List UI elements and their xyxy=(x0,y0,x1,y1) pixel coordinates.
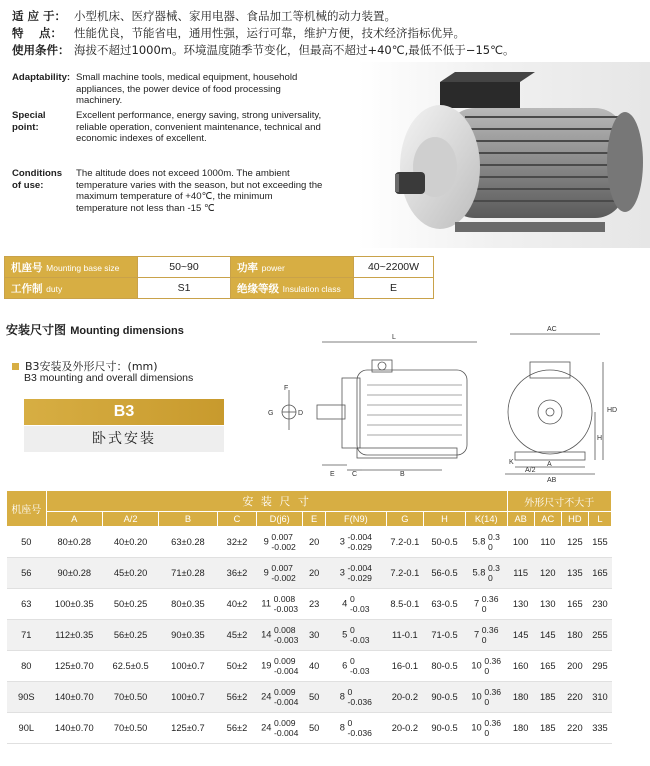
header-frame: 机座号 xyxy=(7,491,47,527)
header-col-11: AC xyxy=(534,512,561,527)
tolerance-upper: 0.008 xyxy=(273,594,296,604)
cell-b: 90±0.35 xyxy=(159,620,217,651)
cell-d-tolerance xyxy=(274,687,298,707)
mounting-title: 安装尺寸图 Mounting dimensions xyxy=(6,323,184,337)
cell-f-tolerance xyxy=(348,718,372,738)
header-col-2: B xyxy=(159,512,217,527)
cell-d-value: 9 xyxy=(263,536,269,547)
tolerance-lower: 0 xyxy=(481,635,487,645)
tolerance-lower: -0.004 xyxy=(274,666,299,676)
intro-en-special-point: Special point: Excellent performance, energy saving, strong universality, reliable operation, convenient maintenance, technical and economic indexes of excellent. xyxy=(12,110,322,144)
cell-d-tolerance xyxy=(274,625,298,645)
cell-d xyxy=(257,558,303,589)
cell-d-tolerance xyxy=(271,563,295,583)
header-col-13: L xyxy=(588,512,611,527)
dim-label-ac: AC xyxy=(547,326,557,333)
cell-f-value: 6 xyxy=(342,660,348,671)
cell-g: 7.2-0.1 xyxy=(386,527,424,558)
cell-f xyxy=(326,651,387,682)
dim-label-a2: A/2 xyxy=(525,467,536,474)
intro-cn-conditions: 使用条件： 海拔不超过1000m。环境温度随季节变化，但最高不超过+40℃,最低不低于−15℃。 xyxy=(12,43,515,57)
cell-f-tolerance xyxy=(348,563,372,583)
tolerance-upper: 0 xyxy=(349,656,355,666)
tolerance-upper: 0.007 xyxy=(271,532,293,542)
spec-table xyxy=(4,256,434,299)
cell-ab: 115 xyxy=(507,558,534,589)
cell-l: 155 xyxy=(588,527,611,558)
cell-hd: 220 xyxy=(561,682,588,713)
dim-label-e: E xyxy=(330,471,335,478)
cell-c: 56±2 xyxy=(217,682,257,713)
cell-hd: 180 xyxy=(561,620,588,651)
cell-ac: 130 xyxy=(534,589,561,620)
cell-frame: 90L xyxy=(7,713,47,744)
front-view-diagram xyxy=(495,322,625,488)
cell-e: 20 xyxy=(303,558,326,589)
cell-a: 100±0.35 xyxy=(46,589,102,620)
cell-k xyxy=(465,589,507,620)
cell-l: 310 xyxy=(588,682,611,713)
cell-l: 335 xyxy=(588,713,611,744)
tolerance-upper: 0.36 xyxy=(484,687,502,697)
tolerance-upper: 0.3 xyxy=(488,532,500,542)
cell-e: 20 xyxy=(303,527,326,558)
intro-en-conditions: Conditions of use: The altitude does not exceed 1000m. The ambient temperature varies with the season, but not exceeding the maximum temperature of +40℃, the minimum temperature not less than -15 ℃ xyxy=(12,168,323,214)
cell-k-value: 5.8 xyxy=(472,536,486,547)
cell-f-value: 8 xyxy=(339,691,345,702)
cell-d-value: 24 xyxy=(261,722,272,733)
dim-label-g: G xyxy=(268,410,274,417)
b3-code-banner: B3 xyxy=(24,399,224,425)
table-row xyxy=(7,558,612,589)
dim-label-d: D xyxy=(298,410,304,417)
cell-d-value: 24 xyxy=(261,691,272,702)
dimensions-table xyxy=(6,490,612,744)
tolerance-upper: 0.36 xyxy=(481,625,499,635)
bullet-square-icon xyxy=(12,363,19,370)
intro-en-adaptability: Adaptability: Small machine tools, medical equipment, household appliances, the power device of food processing machinery. xyxy=(12,72,298,106)
tolerance-upper: -0.004 xyxy=(347,532,372,542)
cell-a2: 50±0.25 xyxy=(102,589,158,620)
cell-l: 230 xyxy=(588,589,611,620)
dim-label-l: L xyxy=(392,334,396,341)
tolerance-lower: -0.002 xyxy=(271,542,296,552)
cell-k-value: 10 xyxy=(471,722,482,733)
tolerance-lower: -0.03 xyxy=(349,635,370,645)
cell-d-tolerance xyxy=(271,532,295,552)
cell-f-value: 5 xyxy=(342,629,348,640)
table-row xyxy=(7,589,612,620)
header-col-1: A/2 xyxy=(102,512,158,527)
cell-k xyxy=(465,527,507,558)
cell-h: 56-0.5 xyxy=(424,558,466,589)
spec-insulation-label: 绝缘等级 Insulation class xyxy=(231,278,354,299)
cell-d xyxy=(257,713,303,744)
cell-k-value: 7 xyxy=(473,598,480,609)
cell-k-value: 10 xyxy=(471,660,482,671)
cell-a2: 56±0.25 xyxy=(102,620,158,651)
cell-ab: 180 xyxy=(507,682,534,713)
cell-ab: 130 xyxy=(507,589,534,620)
cell-g: 20-0.2 xyxy=(386,713,424,744)
cell-f-tolerance xyxy=(348,687,372,707)
cell-frame: 90S xyxy=(7,682,47,713)
tolerance-lower: -0.003 xyxy=(273,604,299,614)
table-row xyxy=(7,651,612,682)
cell-f-value: 3 xyxy=(339,536,345,547)
header-col-12: HD xyxy=(561,512,588,527)
header-col-3: C xyxy=(217,512,257,527)
table-row xyxy=(7,713,612,744)
cell-f xyxy=(326,527,387,558)
cell-b: 100±0.7 xyxy=(159,651,217,682)
cell-h: 90-0.5 xyxy=(424,682,466,713)
cell-d xyxy=(257,589,303,620)
tolerance-upper: 0.009 xyxy=(274,656,296,666)
cell-hd: 135 xyxy=(561,558,588,589)
cell-a2: 45±0.20 xyxy=(102,558,158,589)
tolerance-upper: 0.007 xyxy=(271,563,293,573)
header-col-0: A xyxy=(46,512,102,527)
cell-ac: 165 xyxy=(534,651,561,682)
tolerance-upper: 0.009 xyxy=(274,718,296,728)
cell-c: 40±2 xyxy=(217,589,257,620)
b3-title-cn: B3安装及外形尺寸：(mm) xyxy=(12,358,158,374)
dim-label-c: C xyxy=(352,471,358,478)
cell-k xyxy=(465,620,507,651)
cell-h: 63-0.5 xyxy=(424,589,466,620)
cell-k-tolerance xyxy=(482,594,499,614)
spec-power-label: 功率 power xyxy=(231,257,354,278)
cell-frame: 71 xyxy=(7,620,47,651)
table-row xyxy=(7,527,612,558)
cell-k-value: 7 xyxy=(473,629,480,640)
cell-a: 80±0.28 xyxy=(46,527,102,558)
cell-ac: 145 xyxy=(534,620,561,651)
cell-d-tolerance xyxy=(274,594,298,614)
cell-hd: 165 xyxy=(561,589,588,620)
header-install-dimensions: 安 装 尺 寸 xyxy=(46,491,507,512)
tolerance-upper: 0 xyxy=(349,594,355,604)
tolerance-lower: -0.03 xyxy=(349,666,370,676)
b3-subtitle: 卧式安装 xyxy=(24,426,224,452)
spec-insulation-value: E xyxy=(354,278,434,299)
cell-d-tolerance xyxy=(274,656,298,676)
cell-l: 295 xyxy=(588,651,611,682)
tolerance-lower: -0.029 xyxy=(347,573,372,583)
cell-g: 11-0.1 xyxy=(386,620,424,651)
cell-g: 8.5-0.1 xyxy=(386,589,424,620)
cell-k-value: 5.8 xyxy=(472,567,486,578)
tolerance-lower: -0.029 xyxy=(347,542,372,552)
cell-ac: 185 xyxy=(534,682,561,713)
cell-c: 56±2 xyxy=(217,713,257,744)
tolerance-upper: -0.004 xyxy=(347,563,372,573)
cell-frame: 63 xyxy=(7,589,47,620)
cell-d xyxy=(257,620,303,651)
cell-e: 50 xyxy=(303,713,326,744)
cell-f-tolerance xyxy=(350,594,370,614)
cell-d-value: 11 xyxy=(261,598,272,609)
cell-d-value: 19 xyxy=(261,660,272,671)
dim-label-h: H xyxy=(597,435,603,442)
cell-ac: 185 xyxy=(534,713,561,744)
cell-ab: 180 xyxy=(507,713,534,744)
tolerance-lower: 0 xyxy=(488,542,493,552)
header-col-9: K(14) xyxy=(465,512,507,527)
tolerance-upper: 0 xyxy=(349,625,355,635)
cell-k-value: 10 xyxy=(471,691,482,702)
cell-b: 100±0.7 xyxy=(159,682,217,713)
cell-hd: 220 xyxy=(561,713,588,744)
dim-label-a: A xyxy=(547,461,552,468)
cell-f-tolerance xyxy=(348,532,372,552)
spec-duty-label: 工作制 duty xyxy=(5,278,138,299)
cell-c: 36±2 xyxy=(217,558,257,589)
cell-f xyxy=(326,682,387,713)
dim-label-b: B xyxy=(400,471,405,478)
cell-k-tolerance xyxy=(488,532,500,552)
cell-a: 125±0.70 xyxy=(46,651,102,682)
tolerance-upper: 0.009 xyxy=(274,687,296,697)
cell-k xyxy=(465,713,507,744)
spec-duty-value: S1 xyxy=(138,278,231,299)
cell-a: 112±0.35 xyxy=(46,620,102,651)
cell-b: 71±0.28 xyxy=(159,558,217,589)
spec-power-value: 40~2200W xyxy=(354,257,434,278)
cell-d-tolerance xyxy=(274,718,298,738)
cell-d-value: 9 xyxy=(263,567,269,578)
cell-hd: 125 xyxy=(561,527,588,558)
cell-f-tolerance xyxy=(350,656,370,676)
table-row xyxy=(7,620,612,651)
cell-e: 30 xyxy=(303,620,326,651)
cell-k-tolerance xyxy=(488,563,500,583)
cell-ab: 160 xyxy=(507,651,534,682)
cell-ab: 100 xyxy=(507,527,534,558)
cell-frame: 80 xyxy=(7,651,47,682)
tolerance-upper: 0.3 xyxy=(488,563,500,573)
cell-k-tolerance xyxy=(484,718,501,738)
cell-d xyxy=(257,682,303,713)
cell-l: 255 xyxy=(588,620,611,651)
spec-base-label: 机座号 Mounting base size xyxy=(5,257,138,278)
tolerance-lower: -0.004 xyxy=(274,728,299,738)
cell-frame: 56 xyxy=(7,558,47,589)
cell-b: 63±0.28 xyxy=(159,527,217,558)
tolerance-lower: -0.03 xyxy=(349,604,370,614)
cell-a2: 70±0.50 xyxy=(102,713,158,744)
cell-a: 140±0.70 xyxy=(46,682,102,713)
cell-h: 71-0.5 xyxy=(424,620,466,651)
cell-f xyxy=(326,713,387,744)
dim-label-hd: HD xyxy=(607,407,618,414)
cell-h: 50-0.5 xyxy=(424,527,466,558)
cell-f xyxy=(326,620,387,651)
cell-g: 16-0.1 xyxy=(386,651,424,682)
cell-d-value: 14 xyxy=(261,629,272,640)
tolerance-lower: 0 xyxy=(481,604,487,614)
cell-ac: 120 xyxy=(534,558,561,589)
cell-b: 125±0.7 xyxy=(159,713,217,744)
header-col-4: D(j6) xyxy=(257,512,303,527)
cell-hd: 200 xyxy=(561,651,588,682)
tolerance-lower: -0.036 xyxy=(347,697,372,707)
dim-label-f: F xyxy=(284,385,289,392)
tolerance-lower: 0 xyxy=(484,697,490,707)
cell-c: 32±2 xyxy=(217,527,257,558)
table-row xyxy=(7,682,612,713)
tolerance-lower: -0.004 xyxy=(274,697,299,707)
cell-c: 50±2 xyxy=(217,651,257,682)
tolerance-lower: -0.002 xyxy=(271,573,296,583)
cell-frame: 50 xyxy=(7,527,47,558)
tolerance-upper: 0.008 xyxy=(274,625,296,635)
header-col-6: F(N9) xyxy=(326,512,387,527)
cell-g: 7.2-0.1 xyxy=(386,558,424,589)
motor-photo xyxy=(395,62,645,252)
cell-g: 20-0.2 xyxy=(386,682,424,713)
cell-ab: 145 xyxy=(507,620,534,651)
cell-f xyxy=(326,558,387,589)
cell-k xyxy=(465,558,507,589)
dim-label-k: K xyxy=(509,459,514,466)
cell-f-value: 4 xyxy=(342,598,348,609)
cell-a: 90±0.28 xyxy=(46,558,102,589)
cell-a2: 70±0.50 xyxy=(102,682,158,713)
tolerance-lower: 0 xyxy=(484,728,490,738)
tolerance-lower: -0.003 xyxy=(274,635,299,645)
header-col-5: E xyxy=(303,512,326,527)
cell-d xyxy=(257,527,303,558)
cell-e: 23 xyxy=(303,589,326,620)
intro-cn-features: 特 点： 性能优良，节能省电，通用性强，运行可靠，维护方便，技术经济指标优异。 xyxy=(12,26,465,40)
cell-a: 140±0.70 xyxy=(46,713,102,744)
tolerance-upper: 0.36 xyxy=(484,656,502,666)
cell-l: 165 xyxy=(588,558,611,589)
tolerance-upper: 0 xyxy=(347,687,353,697)
cell-k xyxy=(465,682,507,713)
tolerance-upper: 0.36 xyxy=(484,718,502,728)
side-view-diagram xyxy=(262,330,492,480)
cell-e: 50 xyxy=(303,682,326,713)
cell-h: 80-0.5 xyxy=(424,651,466,682)
cell-a2: 40±0.20 xyxy=(102,527,158,558)
cell-k-tolerance xyxy=(484,687,501,707)
tolerance-lower: -0.036 xyxy=(347,728,372,738)
cell-c: 45±2 xyxy=(217,620,257,651)
tolerance-lower: 0 xyxy=(488,573,493,583)
header-col-7: G xyxy=(386,512,424,527)
cell-a2: 62.5±0.5 xyxy=(102,651,158,682)
cell-k-tolerance xyxy=(482,625,499,645)
cell-f-value: 3 xyxy=(339,567,345,578)
dim-label-ab: AB xyxy=(547,477,557,484)
spec-base-value: 50~90 xyxy=(138,257,231,278)
cell-k xyxy=(465,651,507,682)
header-col-8: H xyxy=(424,512,466,527)
cell-b: 80±0.35 xyxy=(159,589,217,620)
tolerance-upper: 0 xyxy=(347,718,353,728)
b3-title-en: B3 mounting and overall dimensions xyxy=(24,372,194,384)
header-col-10: AB xyxy=(507,512,534,527)
cell-k-tolerance xyxy=(484,656,501,676)
cell-e: 40 xyxy=(303,651,326,682)
cell-f-tolerance xyxy=(350,625,370,645)
intro-cn-adaptability: 适 应 于： 小型机床、医疗器械、家用电器、食品加工等机械的动力装置。 xyxy=(12,9,396,23)
cell-d xyxy=(257,651,303,682)
header-overall-dimensions: 外形尺寸不大于 xyxy=(507,491,611,512)
cell-ac: 110 xyxy=(534,527,561,558)
tolerance-upper: 0.36 xyxy=(481,594,499,604)
cell-h: 90-0.5 xyxy=(424,713,466,744)
tolerance-lower: 0 xyxy=(484,666,490,676)
cell-f xyxy=(326,589,387,620)
cell-f-value: 8 xyxy=(339,722,345,733)
